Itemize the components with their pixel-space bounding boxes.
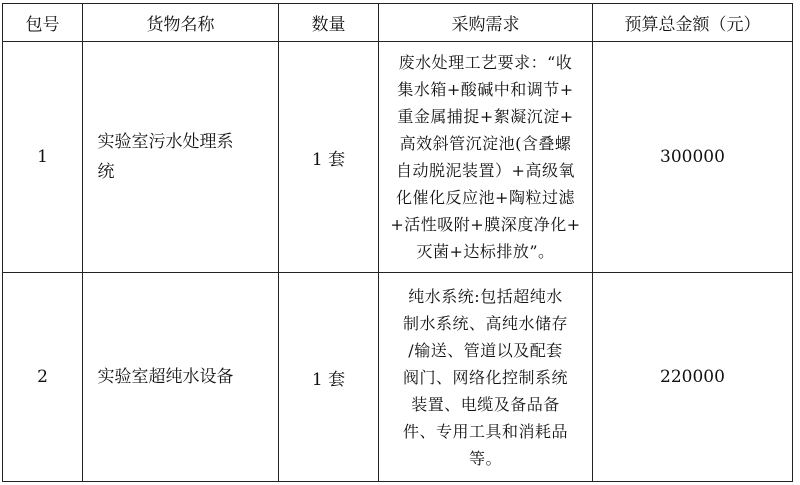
requirement-line: 灭菌+达标排放”。 [416, 242, 555, 261]
goods-name-cell [83, 42, 279, 273]
requirement-line: +活性吸附+膜深度净化+ [390, 215, 581, 234]
requirement-line: 等。 [468, 448, 502, 468]
requirement-line: 件、专用工具和消耗品 [402, 421, 568, 441]
package-no-cell: 2 [3, 273, 83, 482]
header-budget: 预算总金额（元） [593, 4, 793, 42]
package-no-cell: 1 [3, 42, 83, 273]
goods-name-line: 统 [97, 162, 115, 182]
procurement-table [2, 3, 793, 482]
requirements-cell [379, 273, 593, 482]
requirements-cell [379, 42, 593, 273]
budget-cell: 300000 [593, 42, 793, 273]
goods-name-text [98, 127, 264, 187]
requirement-line: 制水系统、高纯水储存 [402, 313, 568, 333]
goods-name-line: 实验室超纯水设备 [97, 367, 234, 387]
requirement-line: 高效斜管沉淀池(含叠螺 [399, 134, 572, 153]
requirement-line: 纯水系统:包括超纯水 [408, 286, 563, 306]
requirement-line: 化催化反应池+陶粒过滤 [396, 188, 575, 207]
table-row [3, 42, 793, 273]
requirement-line: 阀门、网络化控制系统 [402, 367, 568, 387]
budget-cell: 220000 [593, 273, 793, 482]
header-requirements: 采购需求 [379, 4, 593, 42]
quantity-cell: 1 套 [279, 273, 379, 482]
header-package-no: 包号 [3, 4, 83, 42]
requirement-line: 废水处理工艺要求：“收 [398, 53, 573, 72]
table-header-row [3, 4, 793, 42]
requirement-line: 自动脱泥装置）+高级氧 [396, 161, 575, 180]
header-quantity: 数量 [279, 4, 379, 42]
requirement-line: 集水箱+酸碱中和调节+ [397, 80, 574, 99]
quantity-cell: 1 套 [279, 42, 379, 273]
goods-name-line: 实验室污水处理系 [97, 132, 234, 152]
header-goods-name: 货物名称 [83, 4, 279, 42]
goods-name-cell [83, 273, 279, 482]
requirement-line: 装置、电缆及备品备 [411, 394, 560, 414]
requirement-line: /输送、管道以及配套 [408, 340, 563, 360]
goods-name-text [98, 362, 264, 392]
table-row [3, 273, 793, 482]
requirement-line: 重金属捕捉+絮凝沉淀+ [397, 107, 574, 126]
